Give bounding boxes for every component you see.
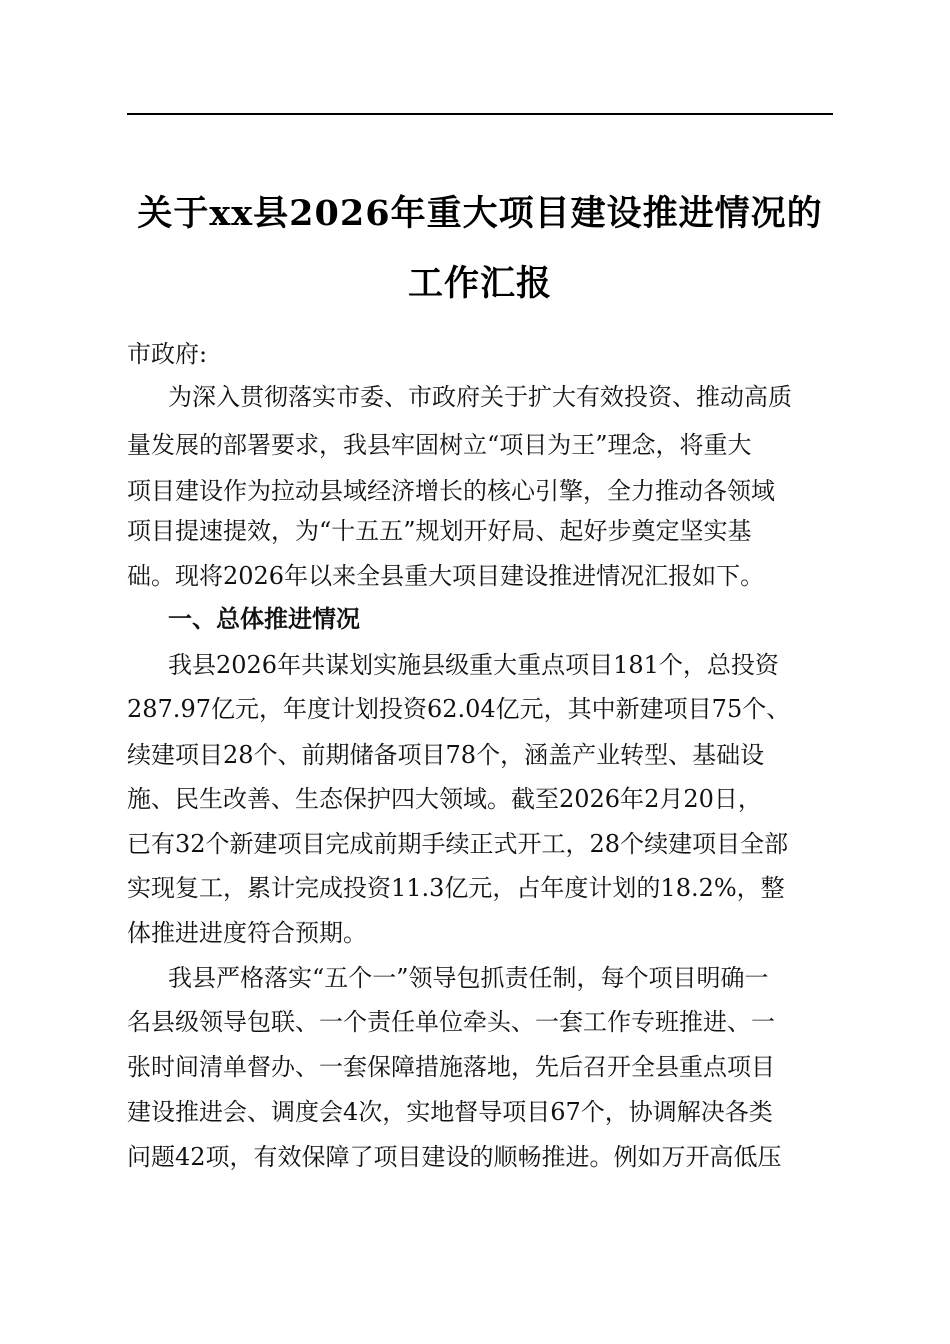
document-title-line-1: 关于xx县2026年重大项目建设推进情况的	[137, 193, 823, 234]
document-title-line-2: 工作汇报	[407, 263, 552, 304]
paragraph-line: 施、民生改善、生态保护四大领域。截至2026年2月20日，	[127, 785, 762, 813]
paragraph-line: 我县严格落实“五个一”领导包抓责任制，每个项目明确一	[168, 964, 769, 992]
paragraph-line: 础。现将2026年以来全县重大项目建设推进情况汇报如下。	[127, 562, 765, 590]
paragraph-line: 我县2026年共谋划实施县级重大重点项目181个，总投资	[168, 651, 779, 679]
paragraph-line: 量发展的部署要求，我县牢固树立“项目为王”理念，将重大	[127, 431, 752, 459]
paragraph-line: 张时间清单督办、一套保障措施落地，先后召开全县重点项目	[127, 1053, 775, 1081]
paragraph-line: 287.97亿元，年度计划投资62.04亿元，其中新建项目75个、	[127, 695, 791, 723]
paragraph-line: 已有32个新建项目完成前期手续正式开工，28个续建项目全部	[127, 830, 789, 858]
paragraph-line: 项目建设作为拉动县域经济增长的核心引擎，全力推动各领域	[127, 477, 775, 505]
paragraph-line: 建设推进会、调度会4次，实地督导项目67个，协调解决各类	[127, 1098, 773, 1126]
section-heading: 一、总体推进情况	[168, 604, 360, 633]
paragraph-line: 问题42项，有效保障了项目建设的顺畅推进。例如万开高低压	[127, 1143, 782, 1171]
paragraph-line: 名县级领导包联、一个责任单位牵头、一套工作专班推进、一	[127, 1008, 775, 1036]
paragraph-line: 体推进进度符合预期。	[127, 919, 367, 947]
paragraph-line: 续建项目28个、前期储备项目78个，涵盖产业转型、基础设	[127, 741, 765, 769]
paragraph-line: 项目提速提效，为“十五五”规划开好局、起好步奠定坚实基	[127, 517, 752, 545]
paragraph-line: 实现复工，累计完成投资11.3亿元，占年度计划的18.2%，整	[127, 874, 785, 902]
header-rule	[127, 113, 833, 115]
salutation: 市政府:	[127, 340, 208, 368]
paragraph-line: 为深入贯彻落实市委、市政府关于扩大有效投资、推动高质	[168, 383, 792, 411]
